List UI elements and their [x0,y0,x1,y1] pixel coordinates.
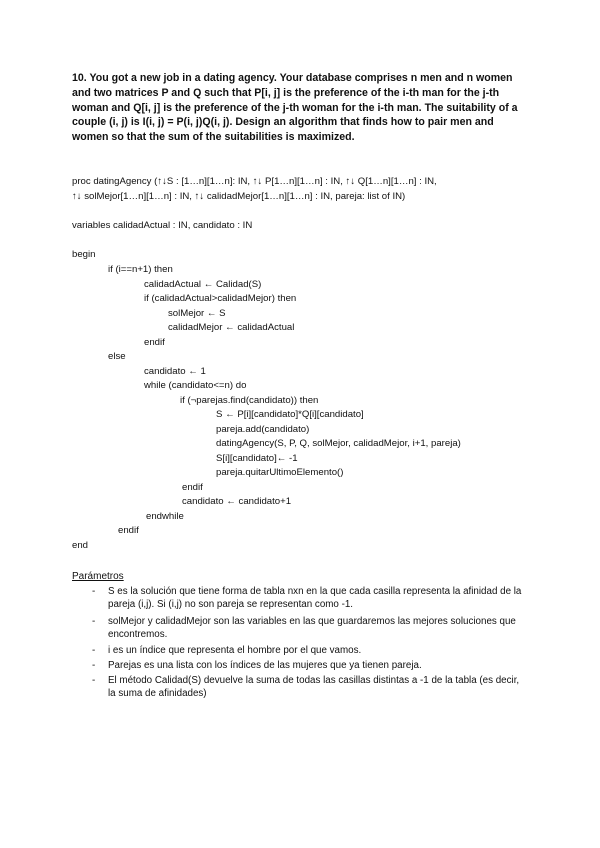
code-line-candidato-inc: candidato ← candidato+1 [182,496,292,507]
parameter-text: Parejas es una lista con los índices de las mujeres que ya tienen pareja. [108,660,422,671]
code-line-end: end [72,540,89,551]
code-line-if-mejor: if (calidadActual>calidadMejor) then [144,293,297,304]
code-line-pareja-add: pareja.add(candidato) [216,424,310,435]
code-line-else: else [108,351,126,362]
code-line-endif-find: endif [182,482,203,493]
bullet-dash: - [92,675,96,686]
bullet-dash: - [92,660,96,671]
code-line-assign-s: S ← P[i][candidato]*Q[i][candidato] [216,409,364,420]
parameter-text: i es un índice que representa el hombre por el que vamos. [108,645,362,656]
parameter-text: solMejor y calidadMejor son las variables en las que guardaremos las mejores soluciones que encontremos. [108,616,516,641]
bullet-dash: - [92,616,96,627]
code-line-endif-inner: endif [144,337,165,348]
code-line-sol-mejor: solMejor ← S [168,308,226,319]
variables-declaration: variables calidadActual : IN, candidato : IN [72,220,253,231]
parameters-heading: Parámetros [72,571,124,582]
parameter-text: S es la solución que tiene forma de tabla nxn en la que cada casilla representa la afinidad de la pareja (i,j). Si (i,j) no son pareja se representan como -1. [108,586,522,611]
code-line-recursive-call: datingAgency(S, P, Q, solMejor, calidadMejor, i+1, pareja) [216,438,461,449]
bullet-dash: - [92,586,96,597]
code-line-candidato-init: candidato ← 1 [144,366,206,377]
code-line-quitar: pareja.quitarUltimoElemento() [216,467,344,478]
code-line-endif-outer: endif [118,525,139,536]
code-line-calidad-mejor: calidadMejor ← calidadActual [168,322,295,333]
code-line-reset-cell: S[i][candidato]← -1 [216,453,298,464]
code-line-calidad-actual: calidadActual ← Calidad(S) [144,279,262,290]
parameter-text: El método Calidad(S) devuelve la suma de todas las casillas distintas a -1 de la tabla (es decir, la suma de afinidades) [108,675,520,700]
proc-signature-line-1: proc datingAgency (↑↓S : [1…n][1…n]: IN, ↑↓ P[1…n][1…n] : IN, ↑↓ Q[1…n][1…n] : IN, [72,176,437,187]
code-line-endwhile: endwhile [146,511,184,522]
bullet-dash: - [92,645,96,656]
code-line-begin: begin [72,249,96,260]
code-line-if-end: if (i==n+1) then [108,264,173,275]
proc-signature-line-2: ↑↓ solMejor[1…n][1…n] : IN, ↑↓ calidadMejor[1…n][1…n] : IN, pareja: list of IN) [72,191,406,202]
problem-statement: 10. You got a new job in a dating agency. Your database comprises n men and n women and two matrices P and Q such that P[i, j] is the preference of the i-th man for the j-th woman and Q[i, j] is the preference of the j-th woman for the i-th man. The suitability of a couple (i, j) is I(i, j) = P(i, j)Q(i, j). Design an algorithm that finds how to pair men and women so that the sum of the suitabilities is maximized. [72,72,518,144]
code-line-if-find: if (¬parejas.find(candidato)) then [180,395,319,406]
code-line-while: while (candidato<=n) do [144,380,247,391]
